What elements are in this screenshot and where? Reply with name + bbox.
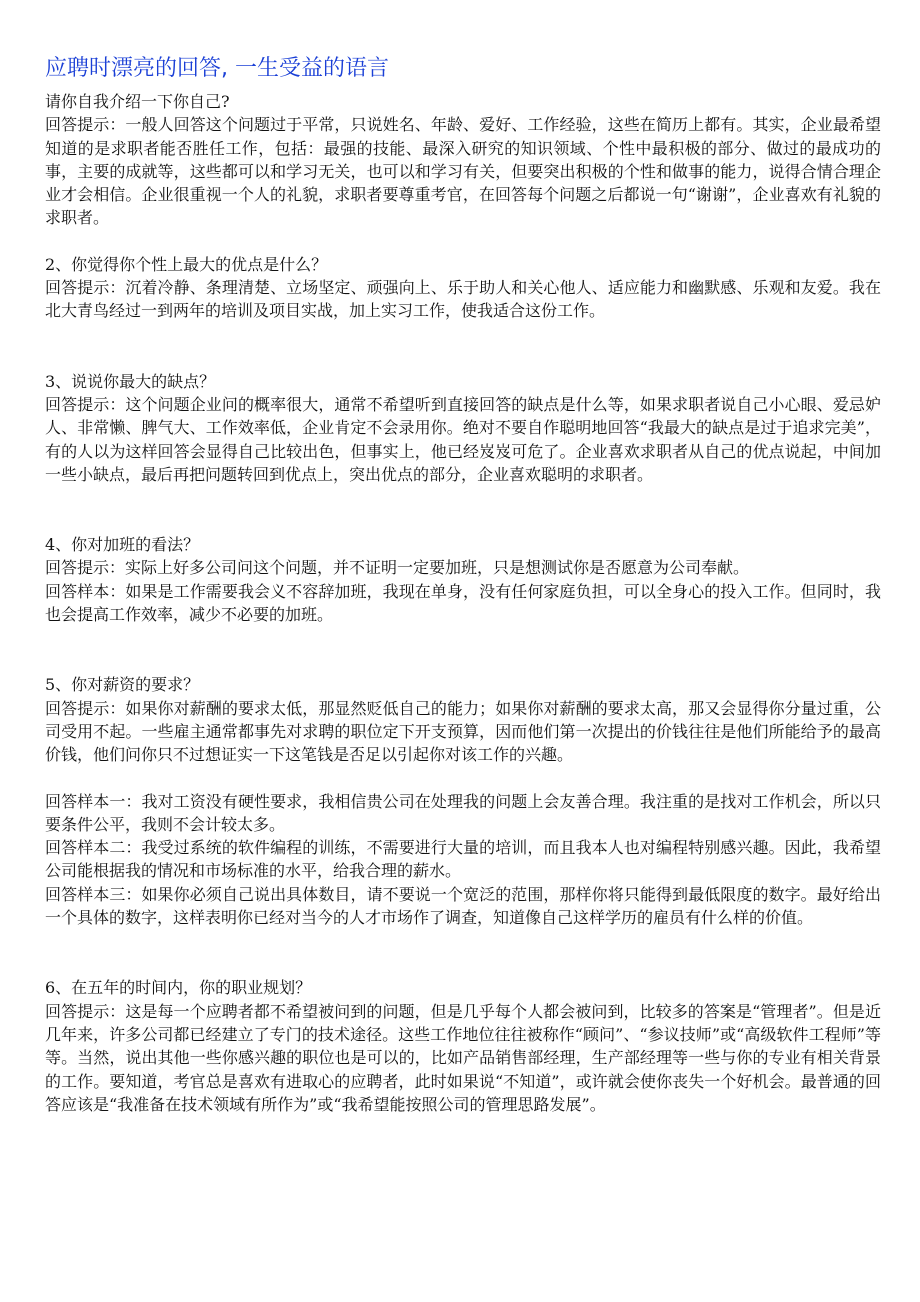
- spacer: [45, 486, 881, 533]
- question-4: 4、你对加班的看法？: [45, 535, 200, 555]
- spacer: [45, 323, 881, 370]
- answer-sample-5-3: 回答样本三：如果你必须自己说出具体数目，请不要说一个宽泛的范围，那样你将只能得到最低限度的数字。最好给出一个具体的数字，这样表明你已经对当今的人才市场作了调查，知道像自己这样学历的雇员有什么样的价值。: [45, 884, 881, 928]
- answer-sample-5-1: 回答样本一：我对工资没有硬性要求，我相信贵公司在处理我的问题上会友善合理。我注重的是找对工作机会，所以只要条件公平，我则不会计较太多。: [45, 791, 881, 834]
- question-6: 6、在五年的时间内，你的职业规划？: [45, 978, 312, 998]
- document-body: [45, 90, 881, 1116]
- question-3: 3、说说你最大的缺点？: [45, 371, 216, 391]
- question-2: 2、你觉得你个性上最大的优点是什么？: [45, 254, 328, 274]
- answer-hint-6: 回答提示：这是每一个应聘者都不希望被问到的问题，但是几乎每个人都会被问到，比较多的答案是“管理者”。但是近几年来，许多公司都已经建立了专门的技术途径。这些工作地位往往被称作“顾问”、“参议技师”或“高级软件工程师”等等。当然，说出其他一些你感兴趣的职位也是可以的，比如产品销售部经理，生产部经理等一些与你的专业有相关背景的工作。要知道，考官总是喜欢有进取心的应聘者，此时如果说“不知道”，或许就会使你丧失一个好机会。最普通的回答应该是“我准备在技术领域有所作为”或“我希望能按照公司的管理思路发展”。: [45, 1001, 881, 1114]
- answer-sample-5-2: 回答样本二：我受过系统的软件编程的训练，不需要进行大量的培训，而且我本人也对编程特别感兴趣。因此，我希望公司能根据我的情况和市场标准的水平，给我合理的薪水。: [45, 838, 881, 881]
- answer-sample-4: 回答样本：如果是工作需要我会义不容辞加班，我现在单身，没有任何家庭负担，可以全身心的投入工作。但同时，我也会提高工作效率，减少不必要的加班。: [45, 581, 881, 625]
- spacer: [45, 626, 881, 673]
- answer-hint-3: 回答提示：这个问题企业问的概率很大，通常不希望听到直接回答的缺点是什么等，如果求职者说自己小心眼、爱忌妒人、非常懒、脾气大、工作效率低，企业肯定不会录用你。绝对不要自作聪明地回答“我最大的缺点是过于追求完美”，有的人以为这样回答会显得自己比较出色，但事实上，他已经岌岌可危了。企业喜欢求职者从自己的优点说起，中间加一些小缺点，最后再把问题转回到优点上，突出优点的部分，企业喜欢聪明的求职者。: [45, 394, 881, 484]
- question-1: 请你自我介绍一下你自己?: [45, 92, 230, 111]
- spacer: [45, 929, 881, 976]
- document-title: 应聘时漂亮的回答, 一生受益的语言: [45, 56, 389, 81]
- spacer: [45, 767, 881, 790]
- question-5: 5、你对薪资的要求？: [45, 675, 200, 695]
- answer-hint-5: 回答提示：如果你对薪酬的要求太低，那显然贬低自己的能力；如果你对薪酬的要求太高，那又会显得你分量过重，公司受用不起。一些雇主通常都事先对求聘的职位定下开支预算，因而他们第一次提出的价钱往往是他们所能给予的最高价钱，他们问你只不过想证实一下这笔钱是否足以引起你对该工作的兴趣。: [45, 698, 881, 765]
- spacer: [45, 230, 881, 253]
- answer-hint-2: 回答提示：沉着冷静、条理清楚、立场坚定、顽强向上、乐于助人和关心他人、适应能力和幽默感、乐观和友爱。我在北大青鸟经过一到两年的培训及项目实战，加上实习工作，使我适合这份工作。: [45, 278, 881, 321]
- document-page: [45, 54, 881, 1116]
- answer-hint-4: 回答提示：实际上好多公司问这个问题，并不证明一定要加班，只是想测试你是否愿意为公司奉献。: [45, 558, 750, 578]
- answer-hint-1: 回答提示：一般人回答这个问题过于平常，只说姓名、年龄、爱好、工作经验，这些在简历上都有。其实，企业最希望知道的是求职者能否胜任工作，包括：最强的技能、最深入研究的知识领域、个性中最积极的部分、做过的最成功的事，主要的成就等，这些都可以和学习无关，也可以和学习有关，但要突出积极的个性和做事的能力，说得合情合理企业才会相信。企业很重视一个人的礼貌，求职者要尊重考官，在回答每个问题之后都说一句“谢谢”，企业喜欢有礼貌的求职者。: [45, 115, 881, 228]
